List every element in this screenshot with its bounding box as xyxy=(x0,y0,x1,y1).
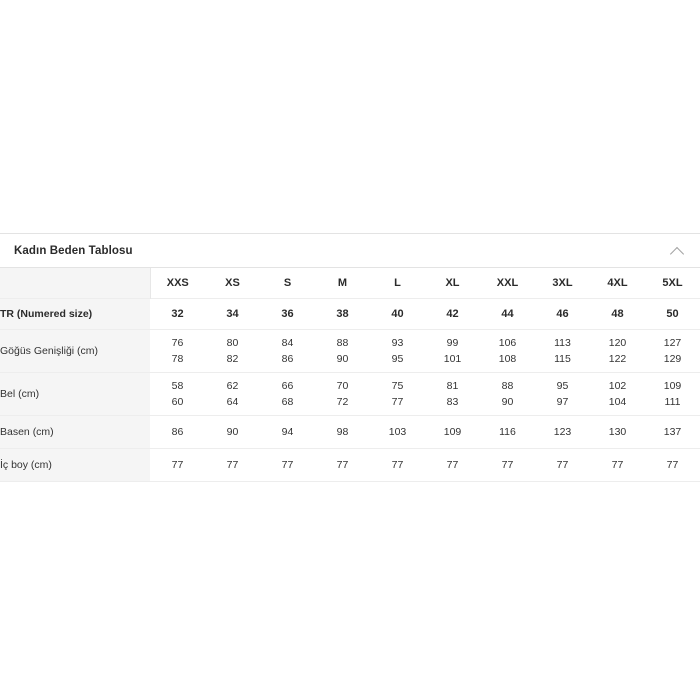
range-max: 68 xyxy=(281,396,294,408)
range-min: 88 xyxy=(501,379,514,392)
table-cell: 98 xyxy=(315,416,370,449)
table-cell: 77 xyxy=(535,449,590,482)
range-max: 122 xyxy=(608,353,627,365)
range-min: 99 xyxy=(446,336,459,349)
table-row xyxy=(0,330,700,373)
range-min: 95 xyxy=(556,379,569,392)
table-cell: 77 xyxy=(645,449,700,482)
range-min: 93 xyxy=(391,336,404,349)
table-cell: 77 xyxy=(150,449,205,482)
panel-header[interactable] xyxy=(0,233,700,268)
table-row xyxy=(0,416,700,449)
table-cell: 123 xyxy=(535,416,590,449)
table-corner-cell xyxy=(0,268,150,299)
range-max: 108 xyxy=(498,353,517,365)
range-max: 82 xyxy=(226,353,239,365)
table-cell: 77 xyxy=(425,449,480,482)
range-min: 62 xyxy=(226,379,239,392)
table-cell xyxy=(205,330,260,373)
table-cell xyxy=(535,373,590,416)
table-cell xyxy=(150,373,205,416)
table-cell xyxy=(205,373,260,416)
size-chart-panel xyxy=(0,233,700,482)
range-max: 83 xyxy=(446,396,459,408)
table-cell xyxy=(260,330,315,373)
table-cell: 137 xyxy=(645,416,700,449)
table-cell xyxy=(260,373,315,416)
table-cell: 130 xyxy=(590,416,645,449)
table-cell xyxy=(315,373,370,416)
table-cell: 48 xyxy=(590,299,645,330)
range-max: 64 xyxy=(226,396,239,408)
table-cell: 46 xyxy=(535,299,590,330)
range-max: 95 xyxy=(391,353,404,365)
table-cell: 77 xyxy=(315,449,370,482)
range-max: 129 xyxy=(663,353,682,365)
range-min: 80 xyxy=(226,336,239,349)
table-cell xyxy=(425,373,480,416)
table-cell: 103 xyxy=(370,416,425,449)
column-header: 5XL xyxy=(645,268,700,299)
column-header: XXS xyxy=(150,268,205,299)
row-label: Basen (cm) xyxy=(0,416,150,449)
table-cell: 50 xyxy=(645,299,700,330)
range-max: 115 xyxy=(554,353,571,365)
range-max: 101 xyxy=(443,353,462,365)
range-min: 127 xyxy=(663,336,682,349)
panel-title: Kadın Beden Tablosu xyxy=(14,244,133,257)
table-cell xyxy=(590,330,645,373)
column-header: M xyxy=(315,268,370,299)
range-max: 104 xyxy=(608,396,627,408)
table-cell: 36 xyxy=(260,299,315,330)
range-min: 102 xyxy=(608,379,627,392)
row-label: Bel (cm) xyxy=(0,373,150,416)
table-header-row xyxy=(0,268,700,299)
range-min: 120 xyxy=(608,336,627,349)
table-cell: 77 xyxy=(370,449,425,482)
range-min: 81 xyxy=(446,379,459,392)
range-max: 86 xyxy=(281,353,294,365)
table-cell: 109 xyxy=(425,416,480,449)
column-header: XL xyxy=(425,268,480,299)
table-cell xyxy=(645,330,700,373)
range-min: 109 xyxy=(663,379,682,392)
range-max: 97 xyxy=(556,396,569,408)
table-cell xyxy=(150,330,205,373)
table-cell xyxy=(590,373,645,416)
table-cell: 44 xyxy=(480,299,535,330)
table-cell xyxy=(370,373,425,416)
range-min: 58 xyxy=(171,379,184,392)
column-header: 3XL xyxy=(535,268,590,299)
range-max: 60 xyxy=(171,396,184,408)
range-max: 72 xyxy=(336,396,349,408)
table-row xyxy=(0,449,700,482)
table-cell xyxy=(535,330,590,373)
range-min: 106 xyxy=(498,336,517,349)
size-chart-table xyxy=(0,268,700,482)
table-cell: 94 xyxy=(260,416,315,449)
chevron-up-icon[interactable] xyxy=(670,243,686,259)
table-cell: 77 xyxy=(205,449,260,482)
row-label: İç boy (cm) xyxy=(0,449,150,482)
range-max: 90 xyxy=(501,396,514,408)
row-label: TR (Numered size) xyxy=(0,299,150,330)
range-max: 78 xyxy=(171,353,184,365)
range-max: 111 xyxy=(664,396,681,408)
table-cell xyxy=(480,373,535,416)
table-cell: 32 xyxy=(150,299,205,330)
range-min: 76 xyxy=(171,336,184,349)
table-cell xyxy=(370,330,425,373)
range-min: 88 xyxy=(336,336,349,349)
row-label: Göğüs Genişliği (cm) xyxy=(0,330,150,373)
range-min: 66 xyxy=(281,379,294,392)
table-row xyxy=(0,299,700,330)
table-cell: 77 xyxy=(590,449,645,482)
range-max: 77 xyxy=(391,396,404,408)
range-min: 70 xyxy=(336,379,349,392)
table-cell xyxy=(315,330,370,373)
table-cell: 90 xyxy=(205,416,260,449)
column-header: S xyxy=(260,268,315,299)
table-row xyxy=(0,373,700,416)
table-cell: 77 xyxy=(260,449,315,482)
range-min: 84 xyxy=(281,336,294,349)
table-cell: 86 xyxy=(150,416,205,449)
table-cell: 116 xyxy=(480,416,535,449)
table-cell: 77 xyxy=(480,449,535,482)
table-cell: 34 xyxy=(205,299,260,330)
table-cell: 42 xyxy=(425,299,480,330)
table-cell xyxy=(480,330,535,373)
table-cell xyxy=(425,330,480,373)
column-header: 4XL xyxy=(590,268,645,299)
range-max: 90 xyxy=(336,353,349,365)
range-min: 75 xyxy=(391,379,404,392)
table-cell xyxy=(645,373,700,416)
column-header: XS xyxy=(205,268,260,299)
column-header: L xyxy=(370,268,425,299)
range-min: 113 xyxy=(554,336,571,349)
table-cell: 40 xyxy=(370,299,425,330)
column-header: XXL xyxy=(480,268,535,299)
table-cell: 38 xyxy=(315,299,370,330)
